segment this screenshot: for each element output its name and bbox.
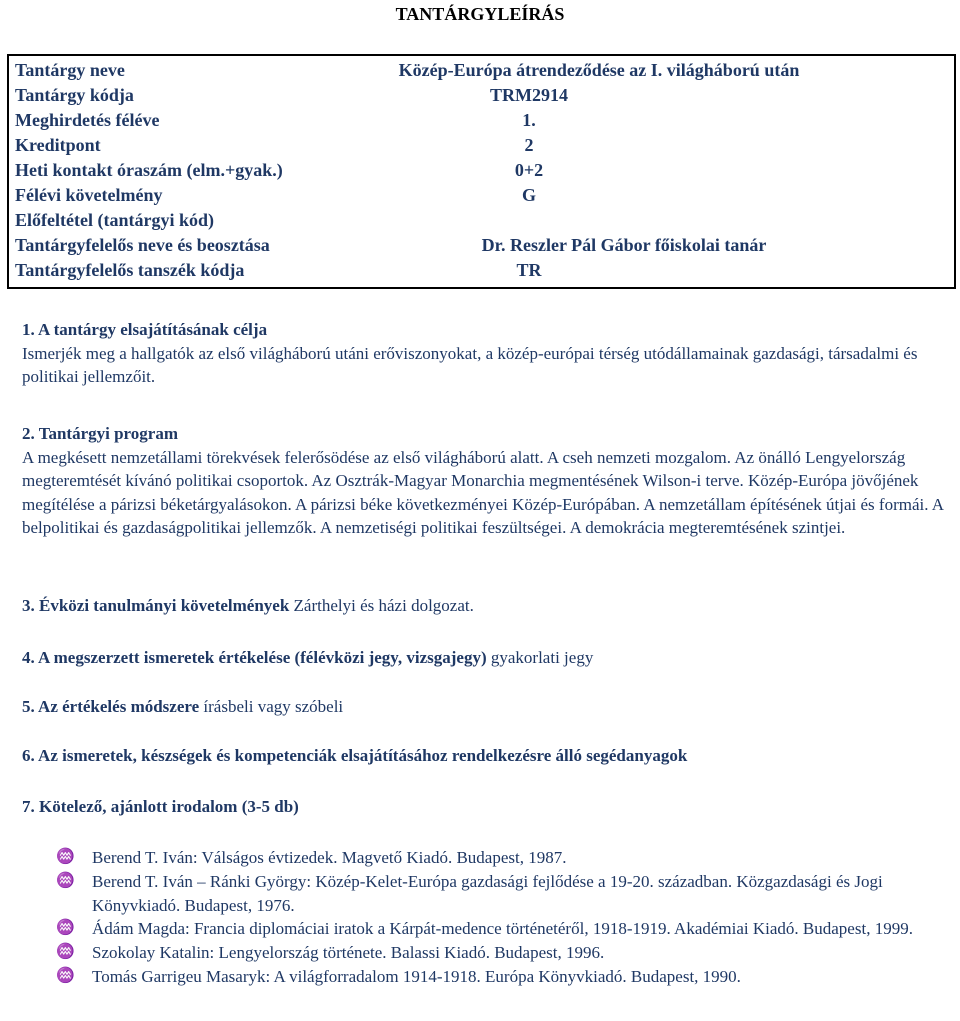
section-heading: 1. A tantárgy elsajátításának célja [22, 320, 268, 339]
list-item [56, 846, 936, 870]
info-label: Meghirdetés féléve [15, 110, 160, 130]
info-row-prerequisite [9, 208, 954, 233]
bullet-icon: ♒ [56, 920, 75, 937]
bullet-icon: ♒ [56, 849, 75, 865]
section-heading: 6. Az ismeretek, készségek és kompetenciák elsajátításához rendelkezésre álló segédanyagok [22, 746, 688, 765]
section-literature [22, 795, 952, 819]
section-heading: 2. Tantárgyi program [22, 424, 179, 443]
section-heading: 7. Kötelező, ajánlott irodalom (3-5 db) [22, 797, 299, 816]
info-value: Közép-Európa átrendeződése az I. világháború után [398, 60, 800, 80]
section-heading: 3. Évközi tanulmányi követelmények [22, 596, 290, 615]
info-label: Félévi követelmény [15, 185, 163, 205]
section-text: írásbeli vagy szóbeli [199, 697, 344, 716]
info-row-name [9, 58, 954, 83]
info-value: 2 [524, 135, 534, 155]
info-row-hours [9, 158, 954, 183]
info-label: Kreditpont [15, 135, 101, 155]
info-label: Előfeltétel (tantárgyi kód) [15, 210, 214, 230]
info-label: Tantárgy neve [15, 60, 125, 80]
info-row-requirement [9, 183, 954, 208]
section-heading: 5. Az értékelés módszere [22, 697, 200, 716]
page-title: TANTÁRGYLEÍRÁS [395, 4, 565, 24]
list-item [56, 941, 936, 965]
info-value: G [521, 185, 536, 205]
section-resources [22, 744, 952, 768]
info-row-semester [9, 108, 954, 133]
info-label: Tantárgyfelelős neve és beosztása [15, 235, 270, 255]
info-label: Heti kontakt óraszám (elm.+gyak.) [15, 160, 283, 180]
section-text: gyakorlati jegy [486, 648, 594, 667]
section-text: Ismerjék meg a hallgatók az első világháború utáni erőviszonyokat, a közép-európai térség utódállamainak gazdasági, társadalmi és politikai jellemzőit. [22, 343, 918, 386]
info-value: 1. [522, 110, 536, 130]
info-row-responsible [9, 233, 954, 258]
literature-entry: Szokolay Katalin: Lengyelország története. Balassi Kiadó. Budapest, 1996. [92, 943, 605, 963]
section-heading: 4. A megszerzett ismeretek értékelése (félévközi jegy, vizsgajegy) [22, 648, 487, 667]
section-requirements [22, 594, 952, 618]
literature-entry: Berend T. Iván – Ránki György: Közép-Kelet-Európa gazdasági fejlődése a 19-20. században. Közgazdasági és Jogi Könyvkiadó. Budapest, 1976. [92, 871, 883, 915]
info-value: 0+2 [514, 160, 544, 180]
bullet-icon: ♒ [56, 872, 75, 889]
info-value: Dr. Reszler Pál Gábor főiskolai tanár [481, 235, 767, 255]
info-row-code [9, 83, 954, 108]
section-text: Zárthelyi és házi dolgozat. [289, 596, 474, 615]
literature-list [56, 846, 936, 989]
bullet-icon: ♒ [56, 967, 75, 984]
section-evaluation [22, 646, 952, 670]
info-row-credit [9, 133, 954, 158]
list-item [56, 965, 936, 989]
info-row-department [9, 258, 954, 283]
info-value: TRM2914 [490, 85, 568, 105]
info-value: TR [516, 260, 542, 280]
course-info-table [7, 54, 956, 289]
literature-entry: Ádám Magda: Francia diplomáciai iratok a Kárpát-medence történetéről, 1918-1919. Akadémiai Kiadó. Budapest, 1999. [92, 919, 913, 939]
literature-entry: Tomás Garrigeu Masaryk: A világforradalom 1914-1918. Európa Könyvkiadó. Budapest, 1990. [92, 966, 741, 986]
list-item [56, 870, 936, 918]
info-label: Tantárgy kódja [15, 85, 134, 105]
section-method [22, 695, 952, 719]
list-item [56, 917, 936, 941]
section-text: A megkésett nemzetállami törekvések felerősödése az első világháború alatt. A cseh nemzeti mozgalom. Az önálló Lengyelország megteremtését kívánó politikai csoportok. Az Osztrák-Magyar Monarchia megmentésének Wilson-i terve. Közép-Európa jövőjének megítélése a párizsi béketárgyalásokon. A párizsi béke következményei Közép-Európában. A nemzetállam építésének útjai és formái. A belpolitikai és gazdaságpolitikai jellemzők. A nemzetiségi politikai feszültségei. A demokrácia megteremtésének szintjei. [22, 447, 944, 537]
section-program [22, 422, 952, 540]
section-goal [22, 318, 952, 389]
info-label: Tantárgyfelelős tanszék kódja [15, 260, 245, 280]
literature-entry: Berend T. Iván: Válságos évtizedek. Magvető Kiadó. Budapest, 1987. [92, 848, 567, 867]
bullet-icon: ♒ [56, 944, 75, 961]
